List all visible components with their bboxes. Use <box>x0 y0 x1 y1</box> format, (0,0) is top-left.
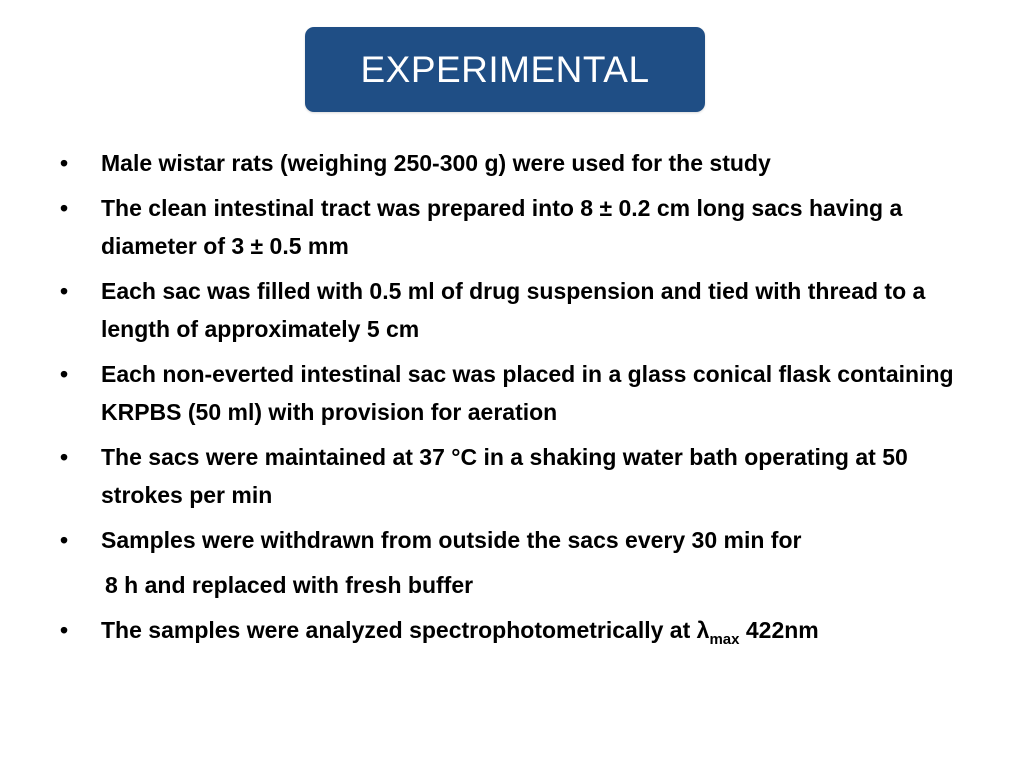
bullet-glyph: • <box>60 617 69 643</box>
bullet-item-rats <box>60 144 980 182</box>
bullet-text: The clean intestinal tract was prepared into 8 ± 0.2 cm long sacs having a diameter of 3 ± 0.5 mm <box>101 195 903 259</box>
bullet-text-prefix: The samples were analyzed spectrophotometrically at λ <box>101 617 710 643</box>
title-banner <box>305 27 705 112</box>
bullet-text: The sacs were maintained at 37 °C in a shaking water bath operating at 50 strokes per min <box>101 444 908 508</box>
bullet-item-intestinal-tract <box>60 189 980 265</box>
bullet-text-suffix: 422nm <box>739 617 819 643</box>
bullet-text: Samples were withdrawn from outside the sacs every 30 min for <box>101 527 802 553</box>
bullet-glyph: • <box>60 195 69 221</box>
bullet-item-analysis <box>60 611 980 659</box>
bullet-glyph: • <box>60 150 69 176</box>
sampling-continuation-line: 8 h and replaced with fresh buffer <box>105 572 474 598</box>
bullet-item-sac-filling <box>60 272 980 348</box>
bullet-text: Male wistar rats (weighing 250-300 g) were used for the study <box>101 150 771 176</box>
lambda-subscript: max <box>709 631 740 648</box>
bullet-item-flask <box>60 355 980 431</box>
bullet-glyph: • <box>60 444 69 470</box>
bullet-text: Each sac was filled with 0.5 ml of drug suspension and tied with thread to a length of approximately 5 cm <box>101 278 926 342</box>
bullet-item-sampling <box>60 521 980 559</box>
bullet-list <box>60 144 980 666</box>
bullet-text: Each non-everted intestinal sac was placed in a glass conical flask containing KRPBS (50 ml) with provision for aeration <box>101 361 954 425</box>
bullet-glyph: • <box>60 527 69 553</box>
bullet-item-water-bath <box>60 438 980 514</box>
bullet-glyph: • <box>60 278 69 304</box>
bullet-glyph: • <box>60 361 69 387</box>
slide-title: EXPERIMENTAL <box>360 48 650 90</box>
